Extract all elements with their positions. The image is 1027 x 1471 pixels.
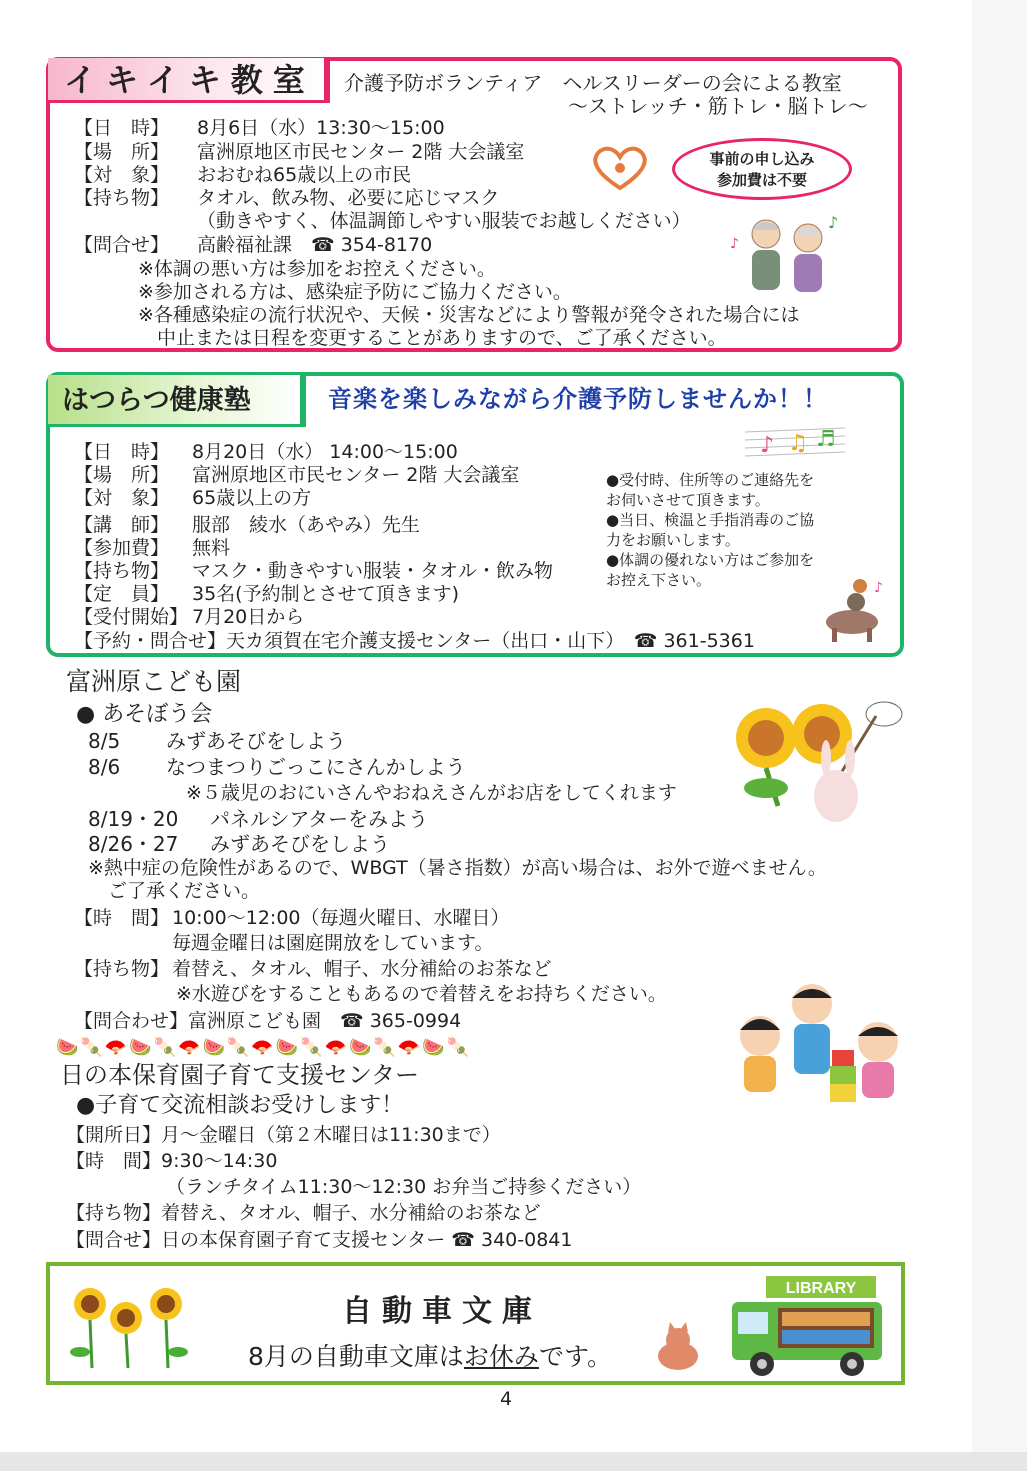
support-center-contact: 【問合せ】日の本保育園子育て支援センター ☎ 340-0841 (66, 1229, 573, 1251)
svg-text:♪: ♪ (760, 433, 775, 458)
ikiiki-row-value: 富洲原地区市民センター 2階 大会議室 (197, 141, 525, 163)
hatsuratsu-side-note: ●体調の優れない方はご参加を (606, 551, 815, 569)
event-text: なつまつりごっこにさんかしよう (166, 755, 466, 779)
music-notes-icon (740, 420, 850, 465)
ikiiki-note: ※参加される方は、感染症予防にご協力ください。 (138, 281, 572, 303)
svg-text:♪: ♪ (874, 580, 883, 596)
support-center-row: 【開所日】月～金曜日（第２木曜日は11:30まで） (66, 1124, 501, 1146)
message-part: 8月の自動車文庫は (248, 1342, 464, 1371)
svg-text:♬: ♬ (816, 427, 836, 452)
hatsuratsu-row-value: 7月20日から (192, 606, 305, 628)
hatsuratsu-row-label: 【定 員】 (74, 583, 170, 605)
hatsuratsu-row-value: 服部 綾水（あやみ）先生 (192, 514, 421, 536)
ikiiki-note: ※各種感染症の流行状況や、天候・災害などにより警報が発令された場合には (138, 304, 800, 326)
ikiiki-row-value: 8月6日（水）13:30～15:00 (197, 117, 445, 139)
badge-line: 事前の申し込み (709, 150, 815, 168)
svg-text:♪: ♪ (730, 236, 739, 252)
ikiiki-row-label: 【場 所】 (74, 141, 170, 163)
heatstroke-warning: ご了承ください。 (108, 880, 261, 902)
page-margin-bottom (0, 1452, 1027, 1471)
cat-mascot-icon (650, 1322, 706, 1372)
support-center-subtitle: ●子育て交流相談お受けします！ (76, 1093, 404, 1118)
ikiiki-row-value: おおむね65歳以上の市民 (197, 164, 412, 186)
svg-text:♫: ♫ (788, 431, 808, 456)
ikiiki-title: イキイキ教室 (48, 58, 330, 103)
mobile-library-message (248, 1342, 612, 1372)
kodomoen-title: 富洲原こども園 (66, 667, 242, 696)
hatsuratsu-side-note: ●当日、検温と手指消毒のご協 (606, 511, 815, 529)
ikiiki-header-line2: ～ストレッチ・筋トレ・脳トレ～ (568, 94, 868, 118)
event-date: 8/5 (88, 729, 121, 753)
hatsuratsu-row-label: 【講 師】 (74, 514, 170, 536)
event-date: 8/6 (88, 755, 121, 779)
asobou-subtitle: ● あそぼう会 (76, 702, 213, 727)
children-playing-blocks-icon (722, 980, 912, 1110)
application-note-badge (672, 138, 852, 200)
hatsuratsu-row-value: 無料 (192, 537, 231, 559)
hatsuratsu-row-label: 【対 象】 (74, 487, 170, 509)
hatsuratsu-row-value: 8月20日（水） 14:00～15:00 (192, 441, 458, 463)
kodomoen-bring-label: 【持ち物】 (74, 958, 170, 980)
kodomoen-time-note: 毎週金曜日は園庭開放をしています。 (172, 932, 494, 954)
hatsuratsu-row-value: マスク・動きやすい服装・タオル・飲み物 (192, 560, 554, 582)
hatsuratsu-row-label: 【場 所】 (74, 464, 170, 486)
page-number: 4 (500, 1388, 513, 1410)
hatsuratsu-row-label: 【受付開始】 (74, 606, 189, 628)
kodomoen-bring-note: ※水遊びをすることもあるので着替えをお持ちください。 (176, 983, 667, 1005)
ikiiki-note: ※体調の悪い方は参加をお控えください。 (138, 258, 496, 280)
page-margin (972, 0, 1027, 1452)
ikiiki-contact: 高齢福祉課 ☎ 354-8170 (197, 234, 433, 256)
badge-line: 参加費は不要 (716, 171, 807, 189)
musicians-animals-icon (812, 572, 892, 644)
hatsuratsu-row-value: 65歳以上の方 (192, 487, 312, 509)
hatsuratsu-row-label: 【持ち物】 (74, 560, 170, 582)
heart-logo-icon (585, 138, 655, 194)
kodomoen-time-label: 【時 間】 (74, 907, 170, 929)
ikiiki-header-line1: 介護予防ボランティア ヘルスリーダーの会による教室 (344, 71, 842, 95)
ikiiki-row-label: 【持ち物】 (74, 187, 170, 209)
hatsuratsu-side-note: お控え下さい。 (606, 571, 712, 589)
hatsuratsu-side-note: 力をお願いします。 (606, 531, 740, 549)
message-closed-word: お休み (463, 1342, 539, 1371)
ikiiki-row-label: 【問合せ】 (74, 234, 170, 256)
mobile-library-title: 自動車文庫 (342, 1294, 542, 1329)
event-text: みずあそびをしよう (210, 832, 390, 856)
event-text: みずあそびをしよう (166, 729, 346, 753)
hatsuratsu-title: はつらつ健康塾 (48, 375, 306, 427)
ikiiki-row-label: 【日 時】 (74, 117, 170, 139)
event-date: 8/19・20 (88, 807, 179, 831)
hatsuratsu-side-note: ●受付時、住所等のご連絡先を (606, 471, 815, 489)
ikiiki-row-value: （動きやすく、体温調節しやすい服装でお越しください） (197, 210, 691, 232)
svg-text:♪: ♪ (828, 213, 839, 232)
support-center-row: 【持ち物】着替え、タオル、帽子、水分補給のお茶など (66, 1202, 541, 1224)
event-note: ※５歳児のおにいさんやおねえさんがお店をしてくれます (186, 782, 677, 804)
event-text: パネルシアターをみよう (210, 807, 429, 831)
ikiiki-note: 中止または日程を変更することがありますので、ご了承ください。 (157, 327, 727, 349)
hatsuratsu-row-label: 【日 時】 (74, 441, 170, 463)
hatsuratsu-contact: 【予約・問合せ】天カ須賀在宅介護支援センター（出口・山下） ☎ 361-5361 (74, 630, 755, 652)
hatsuratsu-row-label: 【参加費】 (74, 537, 170, 559)
ikiiki-row-value: タオル、飲み物、必要に応じマスク (197, 187, 500, 209)
event-date: 8/26・27 (88, 832, 179, 856)
kodomoen-contact: 【問合わせ】富洲原こども園 ☎ 365-0994 (74, 1010, 462, 1032)
hatsuratsu-row-value: 富洲原地区市民センター 2階 大会議室 (192, 464, 520, 486)
kodomoen-bring-value: 着替え、タオル、帽子、水分補給のお茶など (172, 958, 552, 980)
support-center-row: （ランチタイム11:30～12:30 お弁当ご持参ください） (166, 1176, 642, 1198)
library-bus-icon (726, 1272, 890, 1380)
hatsuratsu-row-value: 35名(予約制とさせて頂きます) (192, 583, 460, 605)
support-center-row: 【時 間】9:30～14:30 (66, 1150, 278, 1172)
hatsuratsu-side-note: お伺いさせて頂きます。 (606, 491, 770, 509)
sunflowers-icon (62, 1282, 198, 1372)
support-center-title: 日の本保育園子育て支援センター (60, 1061, 420, 1089)
message-part: です。 (538, 1342, 612, 1371)
elderly-couple-singing-icon (728, 208, 848, 298)
kodomoen-time-value: 10:00～12:00（毎週火曜日、水曜日） (172, 907, 510, 929)
ikiiki-row-label: 【対 象】 (74, 164, 170, 186)
hatsuratsu-subtitle: 音楽を楽しみながら介護予防しませんか！！ (328, 385, 828, 413)
heatstroke-warning: ※熱中症の危険性があるので、WBGT（暑さ指数）が高い場合は、お外で遊べません。 (88, 857, 827, 879)
decorative-border: 🍉🍡🪭🍉🍡🪭🍉🍡🪭🍉🍡🪭🍉🍡🪭🍉🍡 (56, 1037, 472, 1058)
sunflower-rabbit-icon (726, 696, 910, 834)
library-sign-text: LIBRARY (785, 1280, 857, 1297)
